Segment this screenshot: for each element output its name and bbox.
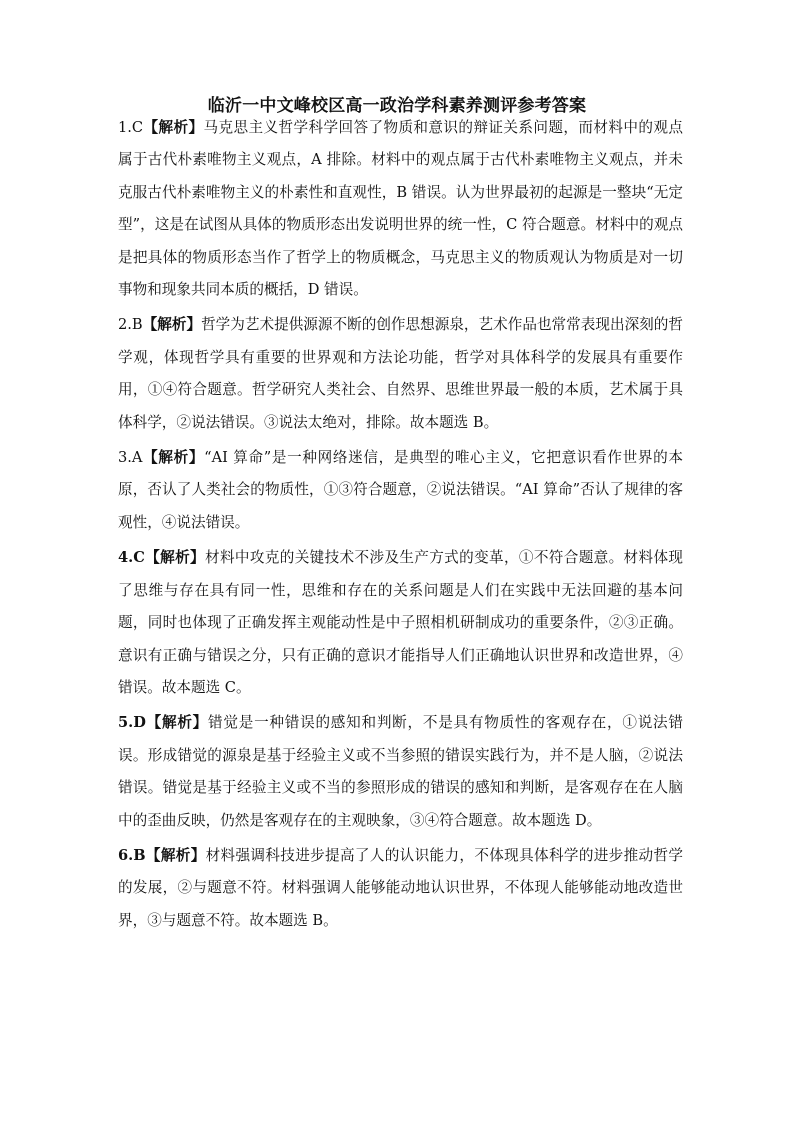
- answer-text: 材料中攻克的关键技术不涉及生产方式的变革，①不符合题意。材料体现了思维与存在具有同一性，思维和存在的关系问题是人们在实践中无法回避的基本问题，同时也体现了正确发挥主观能动性是中子照相机研制成功的重要条件，②③正确。意识有正确与错误之分，只有正确的意识才能指导人们正确地认识世界和改造世界，④错误。故本题选 C。: [118, 549, 683, 696]
- analysis-tag: 【解析】: [145, 846, 206, 864]
- answer-text: 材料强调科技进步提高了人的认识能力，不体现具体科学的进步推动哲学的发展，②与题意不符。材料强调人能够能动地认识世界，不体现人能够能动地改造世界，③与题意不符。故本题选 B。: [118, 846, 683, 929]
- answer-text: 哲学为艺术提供源源不断的创作思想源泉，艺术作品也常常表现出深刻的哲学观，体现哲学具有重要的世界观和方法论功能，哲学对具体科学的发展具有重要作用，①④符合题意。哲学研究人类社会、自然界、思维世界最一般的本质，艺术属于具体科学，②说法错误。③说法太绝对，排除。故本题选 B。: [118, 316, 683, 431]
- analysis-tag: 【解析】: [144, 549, 206, 567]
- answer-list: [118, 112, 683, 940]
- page-title: 临沂一中文峰校区高一政治学科素养测评参考答案: [207, 96, 587, 116]
- answer-text: “AI 算命”是一种网络迷信，是典型的唯心主义，它把意识看作世界的本原，否认了人类社会的物质性，①③符合题意，②说法错误。“AI 算命”否认了规律的客观性，④说法错误。: [118, 449, 683, 531]
- answer-item-4: [118, 542, 683, 704]
- answer-number: 3.A: [118, 449, 143, 467]
- answer-number: 6.B: [118, 846, 146, 864]
- answer-item-6: [118, 840, 683, 937]
- answer-item-2: [118, 309, 683, 439]
- answer-number: 1.C: [118, 119, 144, 136]
- answer-number: 4.C: [118, 549, 145, 567]
- answer-item-5: [118, 707, 683, 837]
- answer-number: 5.D: [118, 714, 146, 732]
- answer-item-1: [118, 112, 683, 306]
- analysis-tag: 【解析】: [142, 316, 202, 334]
- analysis-tag: 【解析】: [143, 119, 204, 136]
- answer-text: 马克思主义哲学科学回答了物质和意识的辩证关系问题，而材料中的观点属于古代朴素唯物主义观点，A 排除。材料中的观点属于古代朴素唯物主义观点，并未克服古代朴素唯物主义的朴素性和直观性，B 错误。认为世界最初的起源是一整块“无定型”，这是在试图从具体的物质形态出发说明世界的统一性，C 符合题意。材料中的观点是把具体的物质形态当作了哲学上的物质概念，马克思主义的物质观认为物质是对一切事物和现象共同本质的概括，D 错误。: [118, 119, 683, 299]
- answer-number: 2.B: [118, 316, 143, 334]
- answer-item-3: [118, 442, 683, 539]
- analysis-tag: 【解析】: [142, 449, 205, 467]
- answer-text: 错觉是一种错误的感知和判断，不是具有物质性的客观存在，①说法错误。形成错觉的源泉是基于经验主义或不当参照的错误实践行为，并不是人脑，②说法错误。错觉是基于经验主义或不当的参照形成的错误的感知和判断，是客观存在在人脑中的歪曲反映，仍然是客观存在的主观映象，③④符合题意。故本题选 D。: [118, 714, 683, 829]
- analysis-tag: 【解析】: [145, 714, 209, 732]
